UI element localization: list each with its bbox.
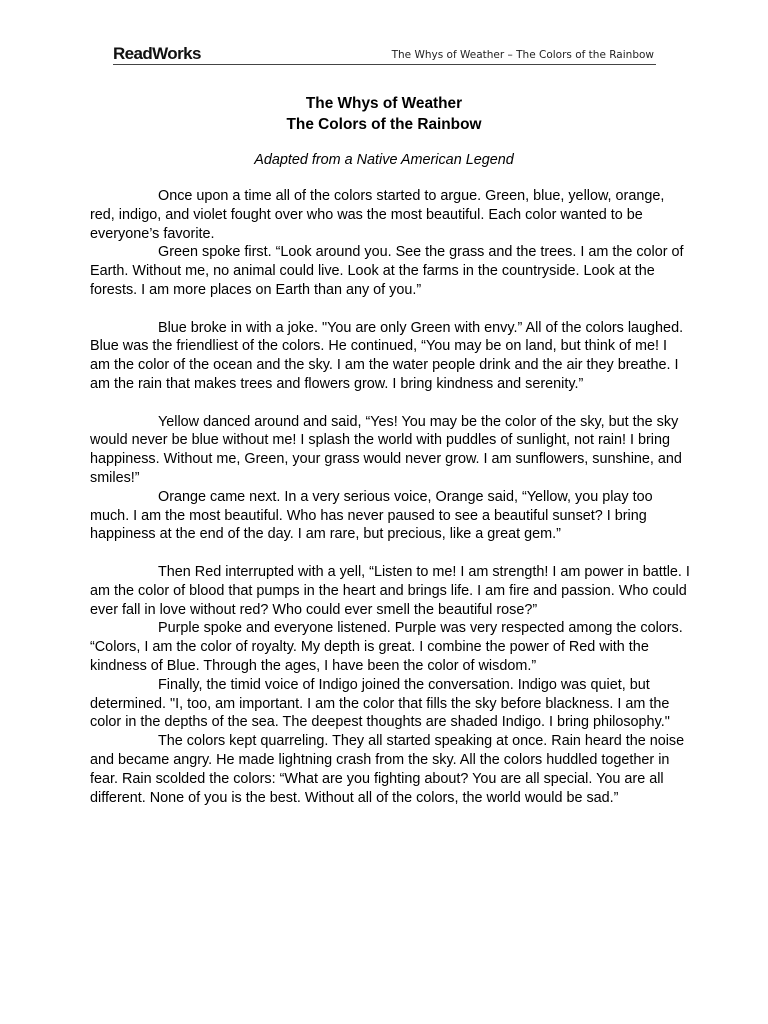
running-title: The Whys of Weather – The Colors of the Rainbow: [391, 49, 654, 61]
document-title: [0, 93, 768, 135]
paragraph: Once upon a time all of the colors started to argue. Green, blue, yellow, orange, red, indigo, and violet fought over who was the most beautiful. Each color wanted to be everyone’s favorite.: [90, 188, 665, 242]
paragraph: Blue broke in with a joke. "You are only Green with envy.” All of the colors laughed. Blue was the friendliest of the colors. He continued, “You may be on land, but think of me! I am the color of the ocean and the sky. I am the water people drink and the air they breathe. I am the rain that makes trees and flowers grow. I bring kindness and serenity.”: [90, 319, 684, 392]
document-subtitle: Adapted from a Native American Legend: [254, 152, 514, 168]
page-header: [113, 44, 656, 64]
title-line-2: The Colors of the Rainbow: [286, 116, 482, 133]
story-body: [90, 187, 690, 807]
paragraph: The colors kept quarreling. They all started speaking at once. Rain heard the noise and became angry. He made lightning crash from the sky. All the colors huddled together in fear. Rain scolded the colors: “What are you fighting about? You are all special. You are all different. None of you is the best. Without all of the colors, the world would be sad.”: [90, 733, 685, 806]
paragraph: Green spoke first. “Look around you. See the grass and the trees. I am the color of Earth. Without me, no animal could live. Look at the farms in the countryside. Look at the forests. I am more places on Earth than any of you.”: [90, 244, 684, 298]
paragraph: Finally, the timid voice of Indigo joined the conversation. Indigo was quiet, but determined. "I, too, am important. I am the color that fills the sky before blackness. I am the color in the depths of the sea. The deepest thoughts are shaded Indigo. I bring philosophy.": [90, 676, 670, 731]
paragraph: Purple spoke and everyone listened. Purple was very respected among the colors. “Colors, I am the color of royalty. My depth is great. I combine the power of Red with the kindness of Blue. Through the ages, I have been the color of wisdom.”: [90, 620, 683, 674]
paragraph: Then Red interrupted with a yell, “Listen to me! I am strength! I am power in battle. I am the color of blood that pumps in the heart and brings life. I am fire and passion. Who could ever fall in love without red? Who could ever smell the beautiful rose?”: [90, 563, 690, 618]
paragraph: Yellow danced around and said, “Yes! You may be the color of the sky, but the sky would never be blue without me! I splash the world with puddles of sunlight, not rain! I bring happiness. Without me, Green, your grass would never grow. I am sunflowers, sunshine, and smiles!”: [90, 413, 682, 486]
readworks-logo: ReadWorks: [113, 44, 201, 63]
title-line-1: The Whys of Weather: [305, 95, 463, 112]
header-divider: [113, 64, 656, 65]
paragraph: Orange came next. In a very serious voice, Orange said, “Yellow, you play too much. I am the most beautiful. Who has never paused to see a beautiful sunset? I bring happiness at the end of the day. I am rare, but precious, like a great gem.”: [90, 488, 653, 543]
